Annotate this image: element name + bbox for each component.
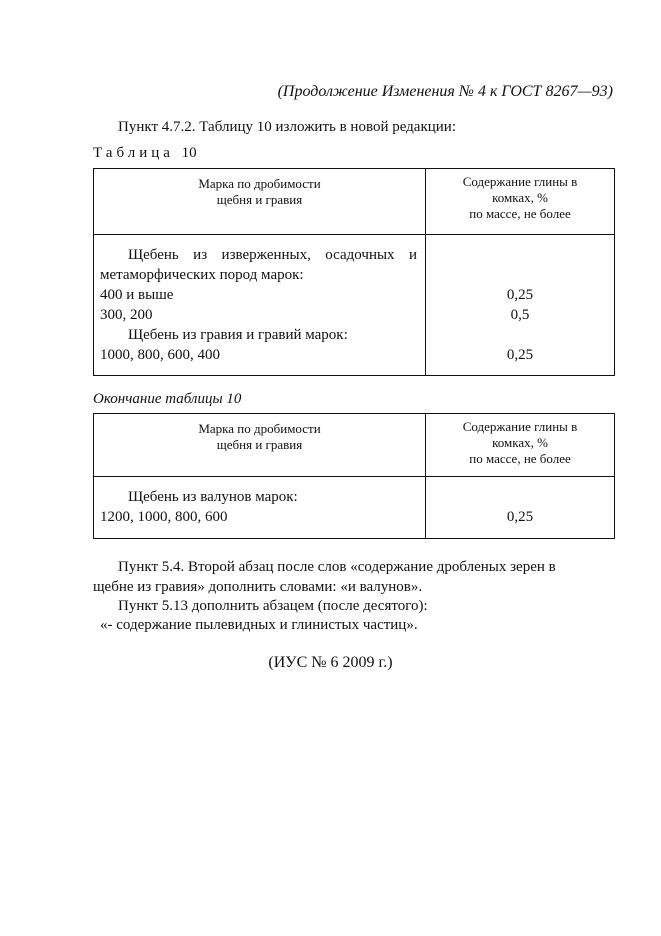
- header-clay-line: Содержание глины в: [462, 419, 578, 434]
- table-body-row: [94, 477, 615, 539]
- header-grade: [94, 169, 426, 235]
- ius-reference: (ИУС № 6 2009 г.): [268, 654, 393, 671]
- clay-value-cell: [426, 477, 615, 539]
- table-end-label: Окончание таблицы 10: [93, 391, 242, 407]
- header-clay-line: комках, %: [492, 435, 548, 450]
- grade-cell: [94, 235, 426, 376]
- header-clay-content: [426, 414, 615, 477]
- table-header-row: [94, 169, 615, 235]
- grade-cell: [94, 477, 426, 539]
- header-grade-line: щебня и гравия: [216, 192, 303, 207]
- paragraph-5-13-cont: «- содержание пылевидных и глинистых частиц».: [100, 617, 418, 633]
- intro-paragraph: Пункт 4.7.2. Таблицу 10 изложить в новой редакции:: [118, 119, 457, 135]
- table-label-number: 10: [181, 145, 197, 161]
- table-label: [93, 145, 197, 162]
- clay-value-cell: [426, 235, 615, 376]
- paragraph-5-4-cont: щебне из гравия» дополнить словами: «и валунов».: [93, 579, 423, 595]
- row-label: 1000, 800, 600, 400: [100, 347, 220, 363]
- header-clay-line: комках, %: [492, 190, 548, 205]
- row-label: Щебень из изверженных, осадочных и: [128, 247, 417, 263]
- header-grade-line: Марка по дробимости: [198, 176, 321, 191]
- header-grade: [94, 414, 426, 477]
- row-label: 400 и выше: [100, 287, 174, 303]
- row-value: [426, 265, 614, 285]
- row-label: Щебень из валунов марок:: [128, 489, 298, 505]
- table-body-row: [94, 235, 615, 376]
- header-grade-line: щебня и гравия: [216, 437, 303, 452]
- header-clay-line: по массе, не более: [469, 451, 571, 466]
- row-label: метаморфических пород марок:: [100, 267, 304, 283]
- table-label-word: Таблица: [93, 145, 174, 161]
- row-value: 0,25: [506, 509, 534, 525]
- row-value: 0,25: [506, 287, 534, 303]
- paragraph-5-13: Пункт 5.13 дополнить абзацем (после десятого):: [118, 598, 428, 614]
- row-label: 1200, 1000, 800, 600: [100, 509, 228, 525]
- row-value: [426, 487, 614, 507]
- table-10-end: [93, 413, 615, 539]
- table-header-row: [94, 414, 615, 477]
- row-value: [426, 245, 614, 265]
- row-value: [426, 325, 614, 345]
- row-label: 300, 200: [100, 307, 153, 323]
- header-grade-line: Марка по дробимости: [198, 421, 321, 436]
- paragraph-5-4: Пункт 5.4. Второй абзац после слов «содержание дробленых зерен в: [118, 559, 556, 575]
- row-value: 0,5: [510, 307, 530, 323]
- table-10: [93, 168, 615, 376]
- row-value: 0,25: [506, 347, 534, 363]
- continuation-header: (Продолжение Изменения № 4 к ГОСТ 8267—93): [277, 83, 613, 100]
- header-clay-content: [426, 169, 615, 235]
- header-clay-line: Содержание глины в: [462, 174, 578, 189]
- row-label: Щебень из гравия и гравий марок:: [128, 327, 348, 343]
- header-clay-line: по массе, не более: [469, 206, 571, 221]
